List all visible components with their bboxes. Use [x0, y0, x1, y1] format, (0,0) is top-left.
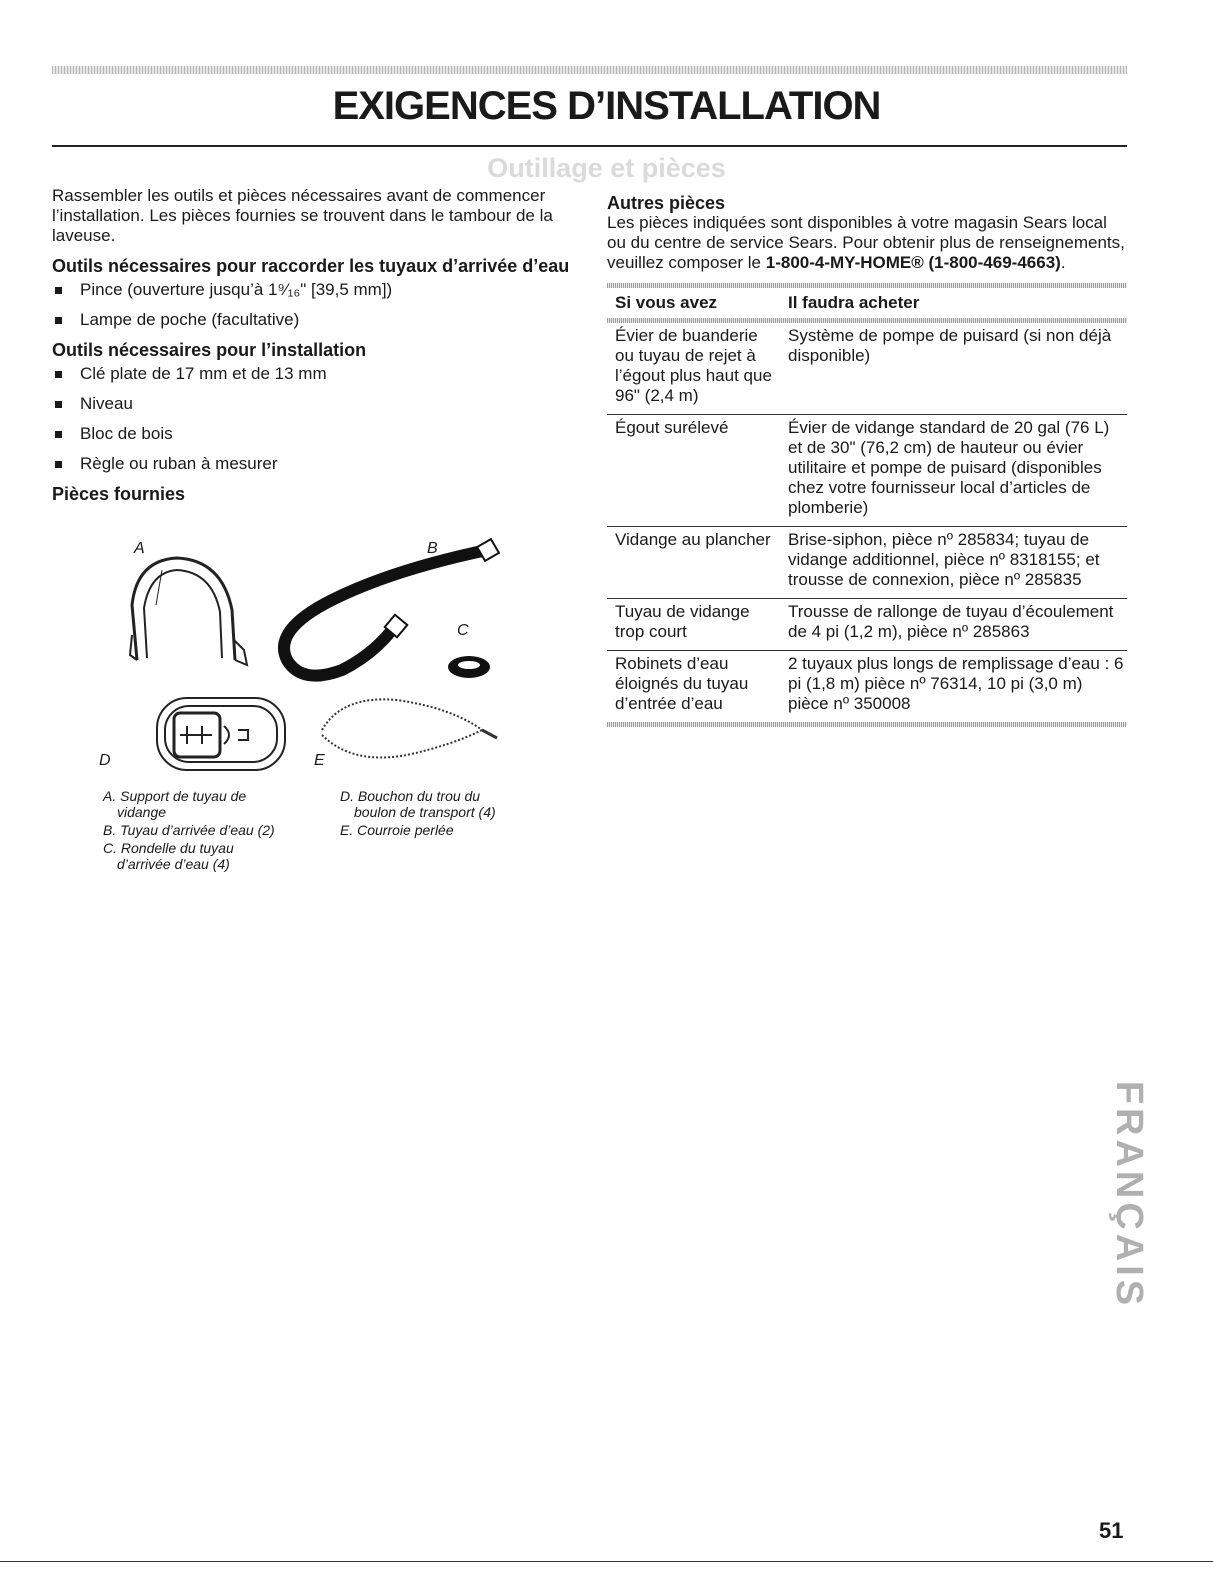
figure-label-c: C	[457, 622, 469, 639]
table-bottom-rule	[607, 722, 1127, 727]
drain-hose-support-icon	[130, 558, 247, 665]
table-row	[607, 415, 1127, 527]
shipping-bolt-hole-plug-icon	[157, 698, 285, 770]
install-tools-list	[52, 364, 572, 474]
parts-table-wrap	[607, 283, 1127, 727]
column-header: Il faudra acheter	[788, 293, 920, 312]
install-tools-heading: Outils nécessaires pour l’installation	[52, 340, 367, 360]
beaded-strap-icon	[322, 699, 497, 757]
caption-c: C. Rondelle du tuyau d’arrivée d’eau (4)	[103, 840, 234, 872]
parts-table-body	[607, 323, 1127, 722]
table-row	[607, 527, 1127, 599]
phone-number: 1-800-4-MY-HOME®	[765, 253, 924, 272]
figure-label-d: D	[99, 752, 111, 769]
table-cell: Brise-siphon, pièce nº 285834; tuyau de vidange additionnel, pièce nº 8318155; et trousse de connexion, pièce nº 285835	[780, 527, 1127, 599]
table-cell: Tuyau de vidange trop court	[607, 599, 780, 651]
table-cell: Robinets d’eau éloignés du tuyau d’entrée d’eau	[615, 654, 749, 713]
table-cell: 2 tuyaux plus longs de remplissage d’eau : 6 pi (1,8 m) pièce nº 76314, 10 pi (3,0 m) pièce nº 350008	[788, 654, 1124, 713]
left-column	[52, 186, 572, 504]
caption-d: D. Bouchon du trou du boulon de transport (4)	[340, 788, 496, 820]
list-item: Pince (ouverture jusqu’à 1⁹⁄₁₆" [39,5 mm])	[52, 280, 572, 300]
top-pattern-band	[52, 66, 1127, 74]
right-column	[607, 193, 1127, 727]
table-cell: Évier de vidange standard de 20 gal (76 L) et de 30" (76,2 cm) de hauteur ou évier utilitaire et pompe de puisard (disponibles chez votre fournisseur local d’articles de plomberie)	[780, 415, 1127, 527]
captions-column-1	[103, 788, 323, 874]
table-cell: Vidange au plancher	[607, 527, 780, 599]
figure-label-e: E	[314, 752, 325, 769]
hose-tools-list	[52, 280, 572, 330]
table-row	[607, 323, 1127, 415]
column-header: Si vous avez	[615, 293, 718, 312]
bottom-rule	[0, 1561, 1213, 1562]
table-header-row	[607, 288, 1127, 318]
parts-table	[607, 288, 1127, 318]
phone-number-alt: (1-800-469-4663)	[928, 253, 1061, 272]
water-inlet-hose-icon	[284, 539, 499, 676]
list-item: Règle ou ruban à mesurer	[52, 454, 572, 474]
page-title: EXIGENCES D’INSTALLATION	[332, 84, 881, 128]
language-sidebar-label: FRANÇAIS	[1108, 1080, 1150, 1310]
list-item: Lampe de poche (facultative)	[52, 310, 572, 330]
caption-e: E. Courroie perlée	[340, 822, 454, 838]
parts-heading: Pièces fournies	[52, 484, 186, 504]
table-row	[607, 651, 1127, 723]
caption-a: A. Support de tuyau de vidange	[103, 788, 247, 820]
other-parts-intro: Les pièces indiquées sont disponibles à votre magasin Sears local ou du centre de service Sears. Pour obtenir plus de renseignements, veuillez composer le 1-800-4-MY-HOME® (1-800-469-4663).	[607, 213, 1125, 272]
list-item: Niveau	[52, 394, 572, 414]
figure-label-a: A	[134, 540, 145, 557]
table-cell: Système de pompe de puisard (si non déjà disponible)	[780, 323, 1127, 415]
list-item: Clé plate de 17 mm et de 13 mm	[52, 364, 572, 384]
list-item: Bloc de bois	[52, 424, 572, 444]
table-row	[607, 599, 1127, 651]
hose-washer-icon	[448, 656, 490, 678]
caption-b: B. Tuyau d’arrivée d’eau (2)	[103, 822, 275, 838]
table-cell: Trousse de rallonge de tuyau d’écoulement de 4 pi (1,2 m), pièce nº 285863	[780, 599, 1127, 651]
page-number: 51	[1099, 1518, 1124, 1543]
hose-tools-heading: Outils nécessaires pour raccorder les tuyaux d’arrivée d’eau	[52, 256, 570, 276]
other-parts-heading: Autres pièces	[607, 193, 726, 213]
section-title: Outillage et pièces	[487, 153, 726, 183]
captions-column-2	[340, 788, 580, 840]
figure-label-b: B	[427, 540, 438, 557]
title-rule	[52, 145, 1127, 147]
table-cell: Égout surélevé	[607, 415, 780, 527]
table-cell: Évier de buanderie ou tuyau de rejet à l’égout plus haut que 96" (2,4 m)	[607, 323, 780, 415]
parts-figure	[52, 530, 572, 780]
intro-text: Rassembler les outils et pièces nécessaires avant de commencer l’installation. Les pièces fournies se trouvent dans le tambour de la laveuse.	[52, 186, 553, 245]
